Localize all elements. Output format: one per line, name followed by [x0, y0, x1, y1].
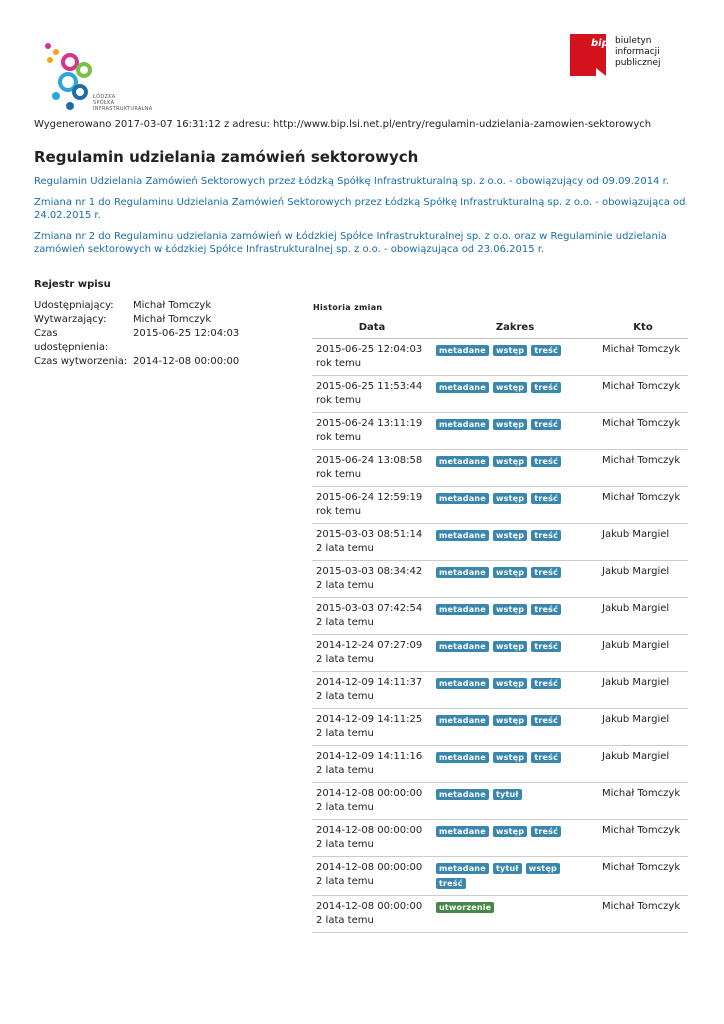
history-date: 2015-03-03 08:34:42 [316, 566, 423, 577]
document-link[interactable]: Zmiana nr 1 do Regulaminu Udzielania Zamówień Sektorowych przez Łódzką Spółkę Infrastrukturalną sp. z o.o. - obowiązująca od 24.02.2015 r. [34, 197, 686, 221]
history-date-cell [312, 524, 432, 561]
history-date-cell [312, 857, 432, 896]
history-scope-cell [432, 746, 598, 783]
scope-badge: utworzenie [436, 902, 494, 913]
history-scope-cell [432, 339, 598, 376]
history-author: Michał Tomczyk [598, 820, 688, 857]
history-date: 2014-12-08 00:00:00 [316, 862, 423, 873]
logo-text-line: ŁÓDZKA [93, 94, 116, 100]
history-ago: 2 lata temu [316, 654, 374, 665]
history-author: Michał Tomczyk [598, 376, 688, 413]
registry-title: Rejestr wpisu [34, 279, 111, 290]
history-scope-cell [432, 635, 598, 672]
scope-badge: wstęp [493, 382, 527, 393]
scope-badge: treść [531, 493, 561, 504]
history-date: 2014-12-09 14:11:37 [316, 677, 423, 688]
logo-text-line: SPÓŁKA [93, 100, 115, 106]
history-ago: rok temu [316, 506, 362, 517]
registry-value: Michał Tomczyk [133, 300, 212, 311]
history-ago: rok temu [316, 432, 362, 443]
table-row [312, 746, 688, 783]
scope-badge: metadane [436, 493, 489, 504]
scope-badge: metadane [436, 604, 489, 615]
table-row [312, 487, 688, 524]
history-body [312, 339, 688, 933]
scope-badge: metadane [436, 641, 489, 652]
scope-badge: treść [531, 678, 561, 689]
history-author: Jakub Margiel [598, 672, 688, 709]
history-date: 2014-12-08 00:00:00 [316, 901, 423, 912]
logo-text [93, 94, 153, 112]
registry-label: Wytwarzający: [34, 314, 107, 325]
history-scope-cell [432, 524, 598, 561]
scope-badge: wstęp [493, 604, 527, 615]
history-date-cell [312, 783, 432, 820]
history-date-cell [312, 487, 432, 524]
history-date-cell [312, 709, 432, 746]
scope-badge: treść [531, 382, 561, 393]
scope-badge: treść [531, 567, 561, 578]
registry-row [34, 299, 239, 313]
bip-flag-icon [570, 34, 609, 76]
registry-label: Udostępniający: [34, 300, 114, 311]
history-date-cell [312, 598, 432, 635]
scope-badge: metadane [436, 382, 489, 393]
history-ago: 2 lata temu [316, 728, 374, 739]
scope-badge: treść [531, 826, 561, 837]
history-scope-cell [432, 857, 598, 896]
history-title: Historia zmian [313, 303, 383, 312]
scope-badge: metadane [436, 456, 489, 467]
scope-badge: metadane [436, 863, 489, 874]
history-ago: 2 lata temu [316, 580, 374, 591]
scope-badge: metadane [436, 715, 489, 726]
scope-badge: treść [436, 878, 466, 889]
history-author: Michał Tomczyk [598, 450, 688, 487]
scope-badge: wstęp [493, 678, 527, 689]
history-date: 2014-12-09 14:11:25 [316, 714, 423, 725]
column-header: Zakres [432, 319, 598, 339]
history-date-cell [312, 746, 432, 783]
column-header: Data [312, 319, 432, 339]
table-row [312, 635, 688, 672]
scope-badge: treść [531, 456, 561, 467]
registry-label: Czas udostępnienia: [34, 328, 109, 353]
scope-badge: wstęp [493, 567, 527, 578]
scope-badge: metadane [436, 530, 489, 541]
scope-badge: wstęp [493, 530, 527, 541]
scope-badge: treść [531, 345, 561, 356]
history-scope-cell [432, 376, 598, 413]
history-date: 2015-03-03 07:42:54 [316, 603, 423, 614]
history-ago: 2 lata temu [316, 876, 374, 887]
bip-text [615, 36, 690, 69]
scope-badge: wstęp [493, 419, 527, 430]
table-row [312, 524, 688, 561]
scope-badge: wstęp [493, 641, 527, 652]
scope-badge: treść [531, 530, 561, 541]
table-row [312, 450, 688, 487]
history-ago: 2 lata temu [316, 802, 374, 813]
registry-label: Czas wytworzenia: [34, 356, 128, 367]
registry-row [34, 313, 239, 327]
history-author: Michał Tomczyk [598, 339, 688, 376]
scope-badge: wstęp [493, 826, 527, 837]
scope-badge: metadane [436, 789, 489, 800]
history-date-cell [312, 413, 432, 450]
history-scope-cell [432, 598, 598, 635]
scope-badge: metadane [436, 678, 489, 689]
scope-badge: wstęp [493, 715, 527, 726]
history-ago: rok temu [316, 395, 362, 406]
history-date: 2014-12-24 07:27:09 [316, 640, 423, 651]
history-ago: 2 lata temu [316, 915, 374, 926]
history-author: Michał Tomczyk [598, 857, 688, 896]
scope-badge: wstęp [526, 863, 560, 874]
history-date: 2015-06-24 12:59:19 [316, 492, 423, 503]
registry-value: 2015-06-25 12:04:03 [133, 328, 240, 339]
history-ago: 2 lata temu [316, 839, 374, 850]
history-date-cell [312, 672, 432, 709]
history-date-cell [312, 450, 432, 487]
scope-badge: metadane [436, 826, 489, 837]
generated-info: Wygenerowano 2017-03-07 16:31:12 z adresu: http://www.bip.lsi.net.pl/entry/regulamin-udzielania-zamowien-sektorowych [34, 119, 652, 130]
history-date: 2014-12-08 00:00:00 [316, 788, 423, 799]
registry-row [34, 327, 239, 355]
history-date-cell [312, 561, 432, 598]
history-scope-cell [432, 487, 598, 524]
registry-row [34, 355, 239, 369]
history-date-cell [312, 820, 432, 857]
table-row [312, 709, 688, 746]
scope-badge: wstęp [493, 345, 527, 356]
history-date: 2015-06-25 12:04:03 [316, 344, 423, 355]
bip-text-line: informacji publicznej [615, 47, 661, 68]
history-ago: rok temu [316, 469, 362, 480]
bip-label: bip [591, 38, 609, 49]
history-scope-cell [432, 672, 598, 709]
scope-badge: treść [531, 641, 561, 652]
document-link[interactable]: Regulamin Udzielania Zamówień Sektorowych przez Łódzką Spółkę Infrastrukturalną sp. z o.o. - obowiązujący od 09.09.2014 r. [34, 176, 669, 187]
history-date: 2015-06-24 13:08:58 [316, 455, 423, 466]
table-row [312, 339, 688, 376]
scope-badge: metadane [436, 419, 489, 430]
history-date-cell [312, 339, 432, 376]
history-author: Michał Tomczyk [598, 783, 688, 820]
registry-table [34, 299, 239, 369]
scope-badge: metadane [436, 752, 489, 763]
history-table [312, 319, 688, 933]
history-date-cell [312, 376, 432, 413]
history-date: 2015-06-24 13:11:19 [316, 418, 423, 429]
scope-badge: treść [531, 752, 561, 763]
table-row [312, 413, 688, 450]
history-scope-cell [432, 820, 598, 857]
history-author: Jakub Margiel [598, 709, 688, 746]
history-author: Jakub Margiel [598, 561, 688, 598]
scope-badge: metadane [436, 345, 489, 356]
history-ago: 2 lata temu [316, 543, 374, 554]
scope-badge: wstęp [493, 752, 527, 763]
bip-text-line: biuletyn [615, 36, 652, 46]
table-row [312, 820, 688, 857]
document-links [34, 175, 694, 264]
history-author: Jakub Margiel [598, 524, 688, 561]
scope-badge: treść [531, 419, 561, 430]
document-link[interactable]: Zmiana nr 2 do Regulaminu udzielania zamówień w Łódzkiej Spółce Infrastrukturalnej sp. z o.o. oraz w Regulaminie udzielania zamówień sektorowych w Łódzkiej Spółce Infrastrukturalnej sp. z o.o. - obowiązująca od 23.06.2015 r. [34, 231, 667, 255]
scope-badge: wstęp [493, 493, 527, 504]
history-ago: 2 lata temu [316, 691, 374, 702]
table-row [312, 896, 688, 933]
table-row [312, 672, 688, 709]
history-author: Michał Tomczyk [598, 413, 688, 450]
registry-value: Michał Tomczyk [133, 314, 212, 325]
scope-badge: tytuł [493, 789, 522, 800]
history-author: Michał Tomczyk [598, 896, 688, 933]
bip-logo [570, 34, 690, 78]
page-title: Regulamin udzielania zamówień sektorowych [34, 148, 419, 166]
history-date: 2015-03-03 08:51:14 [316, 529, 423, 540]
table-row [312, 561, 688, 598]
history-author: Jakub Margiel [598, 598, 688, 635]
registry-value: 2014-12-08 00:00:00 [133, 356, 240, 367]
scope-badge: treść [531, 604, 561, 615]
scope-badge: tytuł [493, 863, 522, 874]
history-date: 2014-12-09 14:11:16 [316, 751, 423, 762]
table-row [312, 857, 688, 896]
scope-badge: treść [531, 715, 561, 726]
history-date: 2014-12-08 00:00:00 [316, 825, 423, 836]
history-ago: 2 lata temu [316, 765, 374, 776]
history-date: 2015-06-25 11:53:44 [316, 381, 423, 392]
column-header: Kto [598, 319, 688, 339]
history-author: Jakub Margiel [598, 746, 688, 783]
history-ago: 2 lata temu [316, 617, 374, 628]
logo-text-line: INFRASTRUKTURALNA [93, 106, 153, 112]
table-row [312, 376, 688, 413]
history-scope-cell [432, 413, 598, 450]
history-ago: rok temu [316, 358, 362, 369]
history-scope-cell [432, 450, 598, 487]
table-row [312, 783, 688, 820]
history-author: Jakub Margiel [598, 635, 688, 672]
history-scope-cell [432, 561, 598, 598]
scope-badge: metadane [436, 567, 489, 578]
table-row [312, 598, 688, 635]
scope-badge: wstęp [493, 456, 527, 467]
history-scope-cell [432, 896, 598, 933]
history-author: Michał Tomczyk [598, 487, 688, 524]
history-scope-cell [432, 709, 598, 746]
history-scope-cell [432, 783, 598, 820]
history-date-cell [312, 896, 432, 933]
history-date-cell [312, 635, 432, 672]
history-header-row [312, 319, 688, 339]
